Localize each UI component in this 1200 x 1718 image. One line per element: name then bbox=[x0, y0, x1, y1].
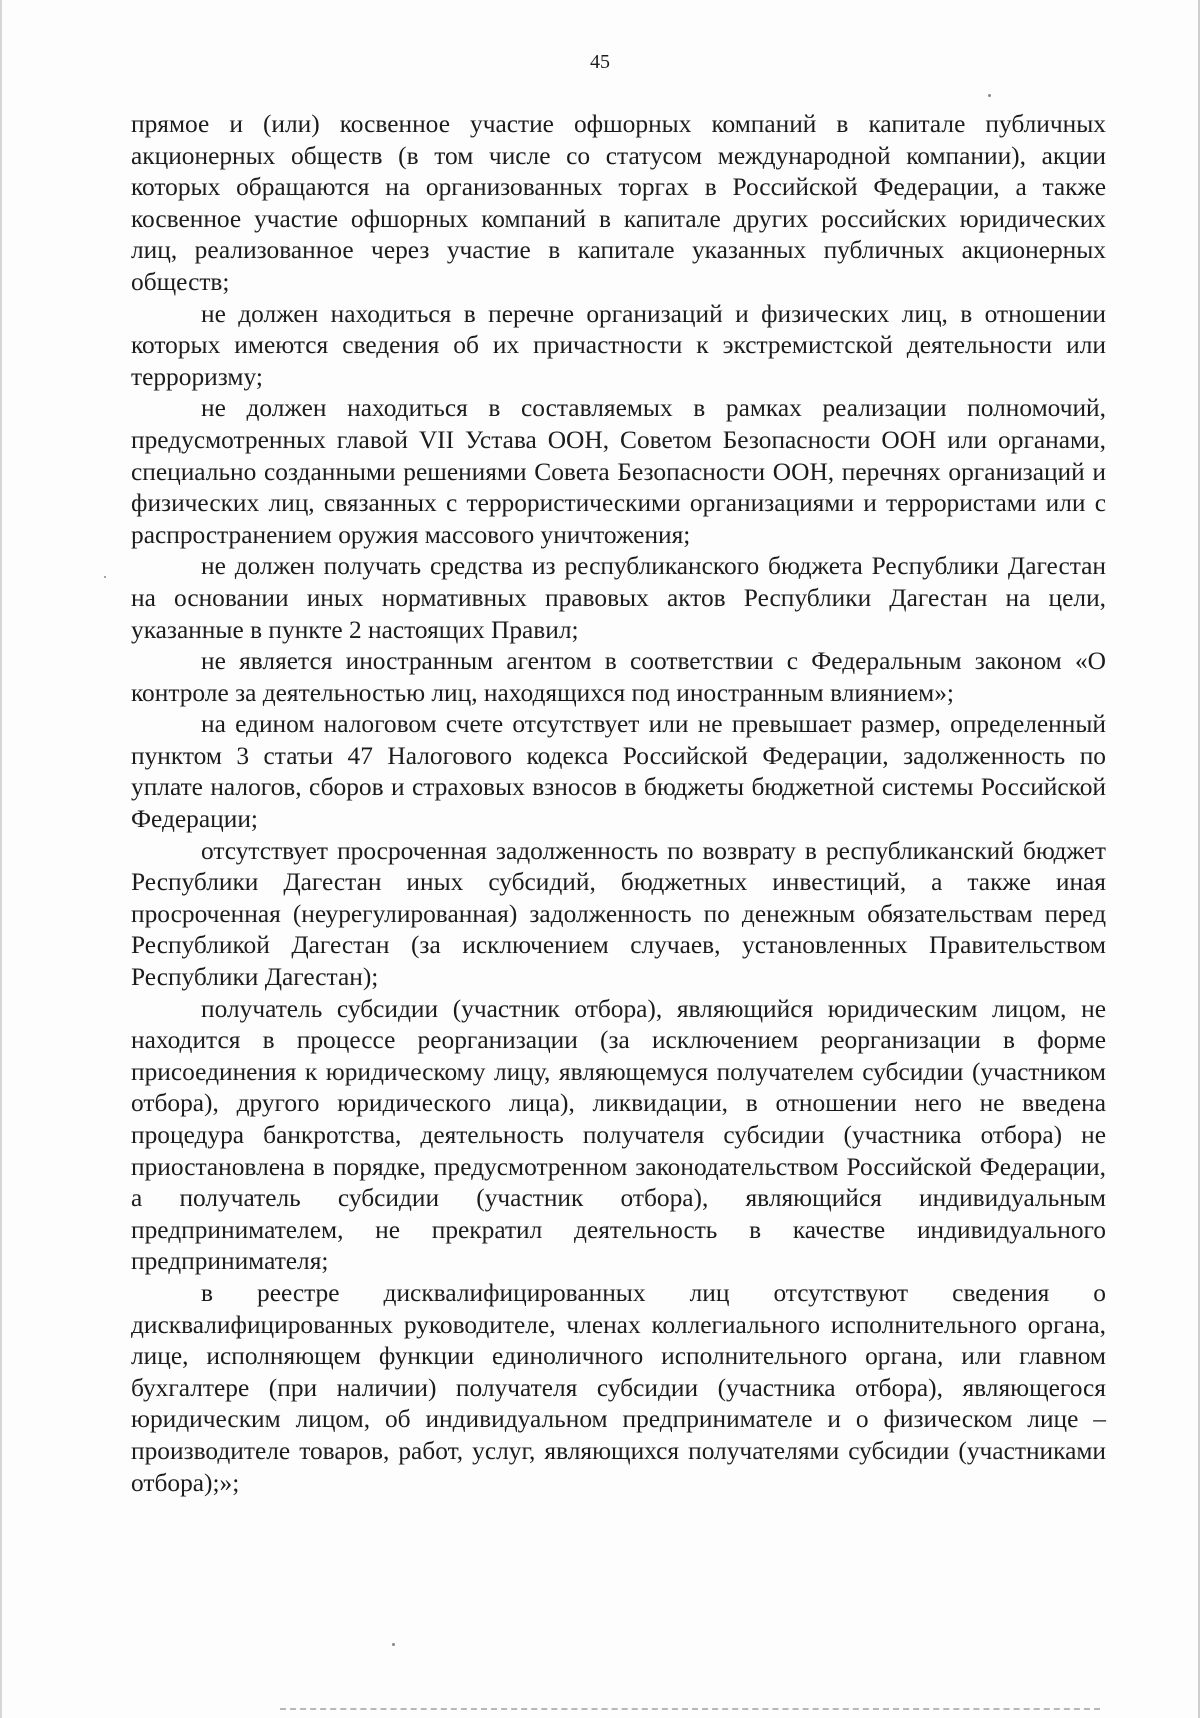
scan-speck bbox=[104, 576, 106, 578]
paragraph: не должен находиться в составляемых в рамках реализации полномочий, предусмотренных главой VII Устава ООН, Советом Безопасности ООН или органами, специально созданными решениями Совета Безопасности ООН, перечнях организаций и физических лиц, связанных с террористическими организациями и террористами или с распространением оружия массового уничтожения; bbox=[131, 394, 1106, 549]
paragraph: не является иностранным агентом в соответствии с Федеральным законом «О контроле за деятельностью лиц, находящихся под иностранным влиянием»; bbox=[131, 647, 1106, 707]
scan-speck bbox=[988, 94, 991, 97]
scan-bottom-artifact bbox=[280, 1708, 1100, 1710]
scan-left-edge bbox=[0, 0, 2, 1718]
paragraph: получатель субсидии (участник отбора), являющийся юридическим лицом, не находится в процессе реорганизации (за исключением реорганизации в форме присоединения к юридическому лицу, являющемуся получателем субсидии (участником отбора), другого юридического лица), ликвидации, в отношении него не введена процедура банкротства, деятельность получателя субсидии (участника отбора) не приостановлена в порядке, предусмотренном законодательством Российской Федерации, а получатель субсидии (участник отбора), являющийся индивидуальным предпринимателем, не прекратил деятельность в качестве индивидуального предпринимателя; bbox=[131, 994, 1106, 1276]
paragraph: не должен находиться в перечне организаций и физических лиц, в отношении которых имеются сведения об их причастности к экстремистской деятельности или терроризму; bbox=[131, 299, 1106, 391]
paragraph: в реестре дисквалифицированных лиц отсутствуют сведения о дисквалифицированных руководителе, членах коллегиального исполнительного органа, лице, исполняющем функции единоличного исполнительного органа, или главном бухгалтере (при наличии) получателя субсидии (участника отбора), являющегося юридическим лицом, об индивидуальном предпринимателе и о физическом лице – производителе товаров, работ, услуг, являющихся получателями субсидии (участниками отбора);»; bbox=[131, 1278, 1106, 1497]
scan-speck bbox=[392, 1643, 395, 1646]
paragraph: отсутствует просроченная задолженность по возврату в республиканский бюджет Республики Дагестан иных субсидий, бюджетных инвестиций, а также иная просроченная (неурегулированная) задолженность по денежным обязательствам перед Республикой Дагестан (за исключением случаев, установленных Правительством Республики Дагестан); bbox=[131, 836, 1106, 992]
paragraph: прямое и (или) косвенное участие офшорных компаний в капитале публичных акционерных обществ (в том числе со статусом международной компании), акции которых обращаются на организованных торгах в Российской Федерации, а также косвенное участие офшорных компаний в капитале других российских юридических лиц, реализованное через участие в капитале указанных публичных акционерных обществ; bbox=[131, 110, 1106, 296]
paragraph: на едином налоговом счете отсутствует или не превышает размер, определенный пунктом 3 статьи 47 Налогового кодекса Российской Федерации, задолженность по уплате налогов, сборов и страховых взносов в бюджеты бюджетной системы Российской Федерации; bbox=[131, 710, 1106, 834]
paragraph: не должен получать средства из республиканского бюджета Республики Дагестан на основании иных нормативных правовых актов Республики Дагестан на цели, указанные в пункте 2 настоящих Правил; bbox=[131, 552, 1106, 644]
page-number: 45 bbox=[590, 51, 610, 73]
body-text bbox=[131, 109, 1106, 1499]
